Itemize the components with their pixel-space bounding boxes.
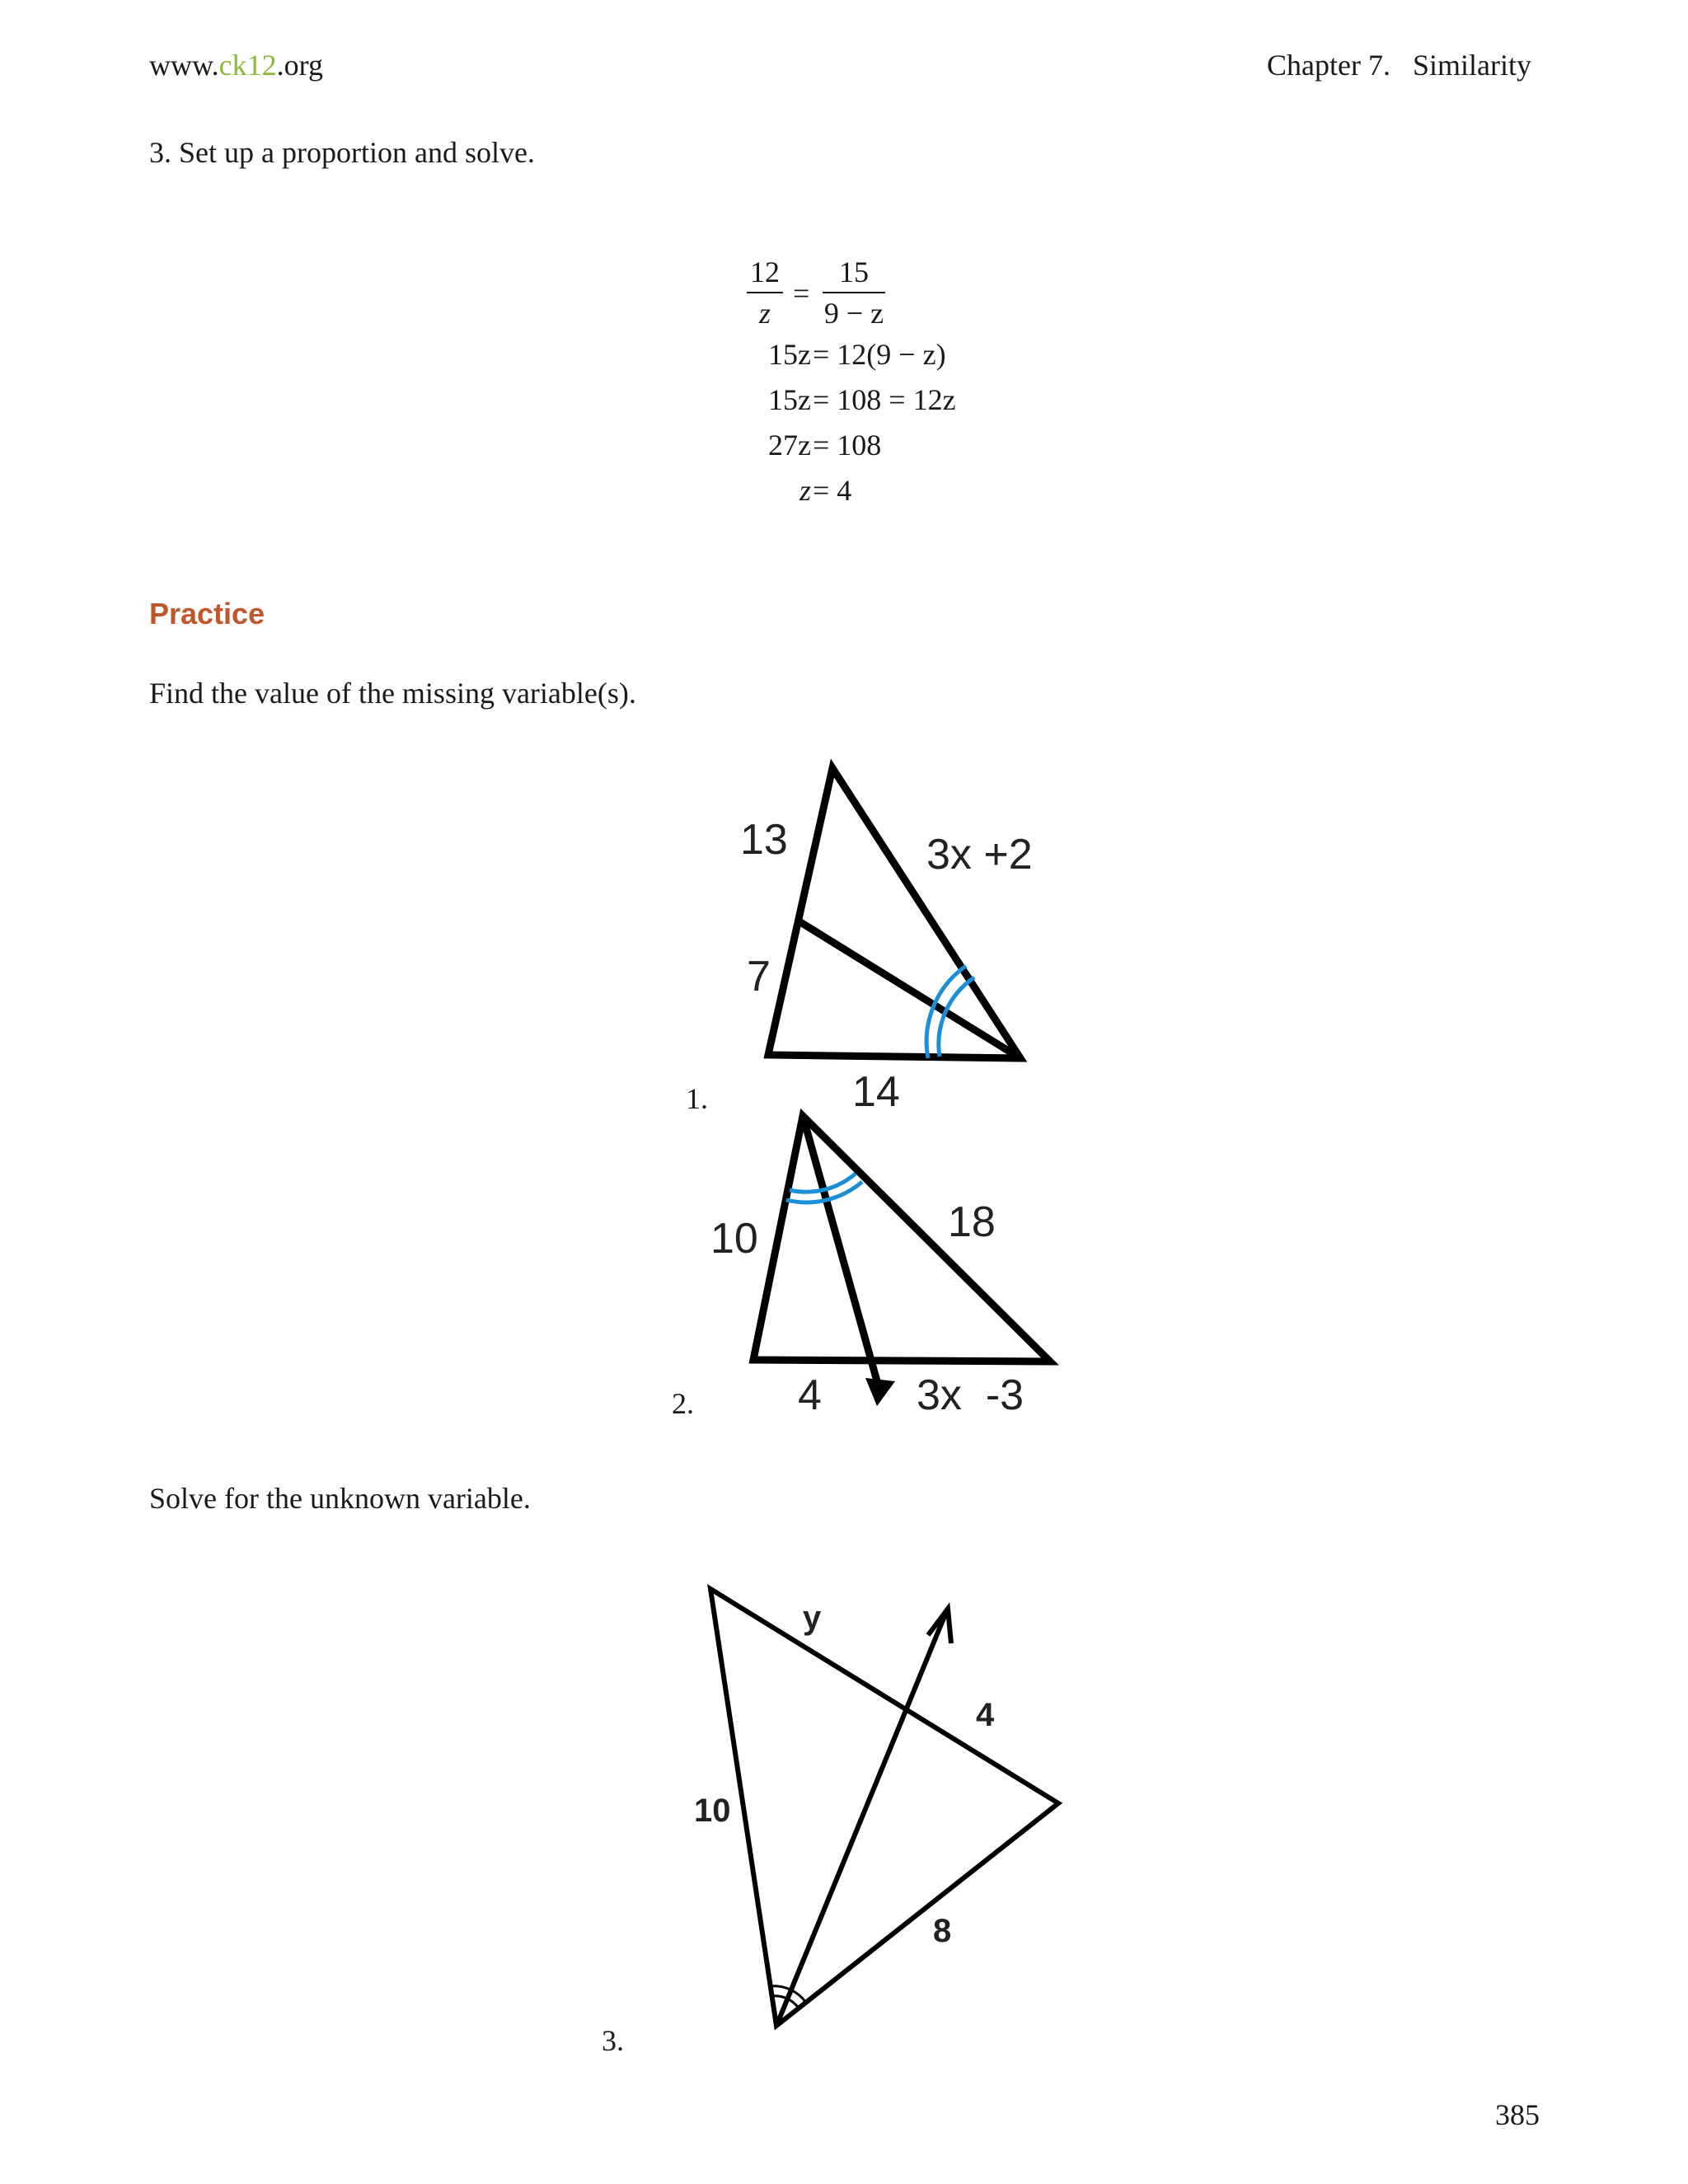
problem-2-number: 2.	[672, 1387, 694, 1420]
problem-3-triangle	[710, 1589, 1058, 2026]
problem-1-number: 1.	[686, 1082, 708, 1115]
problem-2-triangle	[753, 1116, 1050, 1361]
problem-2-label-18: 18	[948, 1198, 996, 1246]
site-prefix: www.	[149, 49, 219, 82]
practice-instruction: Find the value of the missing variable(s).	[149, 677, 636, 710]
equation-line-3-rhs: = 108	[813, 429, 882, 462]
problem-3-label-8: 8	[933, 1913, 952, 1949]
problem-3-bisector	[776, 1612, 946, 2026]
equation-line-1-lhs: 15z	[768, 338, 811, 371]
equation-line-4-lhs: z	[799, 474, 811, 507]
fraction-left-numerator: 12	[750, 255, 780, 288]
problem-1-triangle	[768, 768, 1020, 1058]
problem-1-label-14: 14	[852, 1068, 900, 1113]
problem-1-label-7: 7	[747, 953, 771, 1001]
problem-2-label-3x-3: 3x -3	[917, 1371, 1025, 1418]
problem-2-diagram	[701, 1104, 1063, 1418]
problem-1-cevian	[798, 921, 1020, 1058]
fraction-right-denominator: 9 − z	[823, 297, 884, 330]
problem-1-diagram	[717, 750, 1063, 1113]
site-brand: ck12	[218, 49, 277, 82]
equation-line-2-lhs: 15z	[768, 383, 811, 416]
fraction-right-bar	[823, 292, 885, 293]
problem-3-number: 3.	[602, 2024, 624, 2057]
site-suffix: .org	[276, 49, 323, 82]
section-title-practice: Practice	[149, 597, 265, 630]
site-url	[149, 48, 323, 82]
problem-3-diagram	[676, 1574, 1080, 2044]
fraction-left	[747, 254, 783, 331]
solve-instruction: Solve for the unknown variable.	[149, 1482, 531, 1515]
problem-2-label-10: 10	[710, 1215, 758, 1263]
fraction-right-numerator: 15	[839, 255, 869, 288]
equation-line-4-rhs: = 4	[813, 474, 852, 507]
page-number: 385	[1495, 2098, 1540, 2131]
problem-3-label-10: 10	[694, 1793, 731, 1829]
example-step-label: 3. Set up a proportion and solve.	[149, 136, 535, 169]
fraction-left-denominator: z	[758, 297, 771, 330]
problem-3-label-y: y	[803, 1600, 822, 1636]
fraction-equals: =	[793, 277, 810, 310]
equation-line-3-lhs: 27z	[768, 429, 811, 462]
equation-line-2-rhs: = 108 = 12z	[813, 383, 956, 416]
problem-3-label-4: 4	[976, 1697, 995, 1733]
problem-1-label-3x2: 3x +2	[926, 831, 1033, 879]
fraction-right	[823, 254, 885, 331]
chapter-title: Chapter 7. Similarity	[1267, 49, 1531, 82]
problem-2-label-4: 4	[798, 1371, 822, 1418]
problem-2-arrowhead	[865, 1378, 895, 1406]
proportion-solution	[725, 254, 989, 518]
equation-line-1-rhs: = 12(9 − z)	[813, 338, 946, 371]
fraction-left-bar	[747, 292, 783, 293]
problem-1-label-13: 13	[740, 816, 788, 864]
